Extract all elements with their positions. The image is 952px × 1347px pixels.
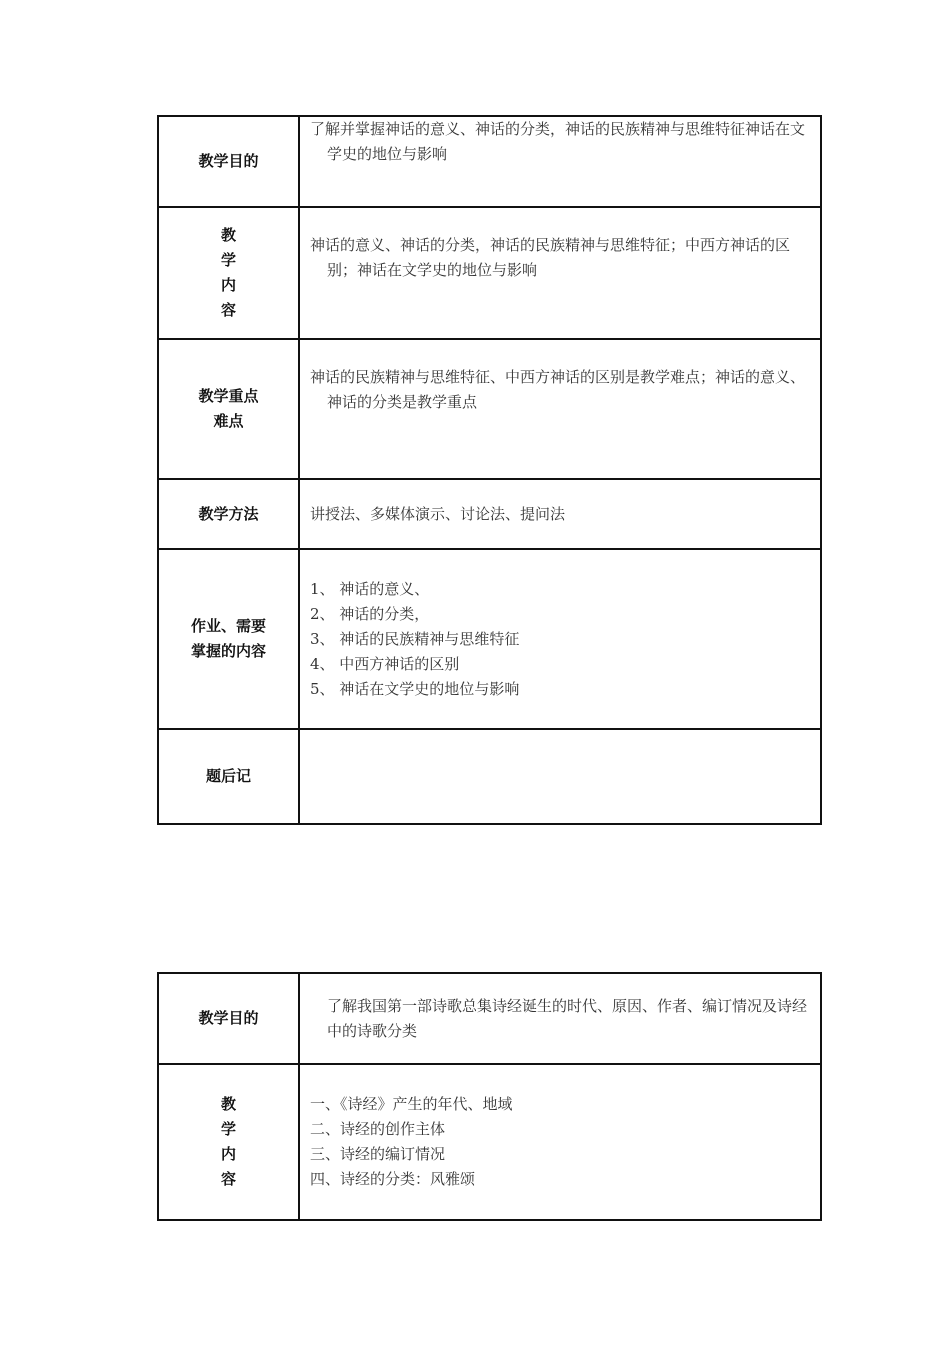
content-cell — [299, 207, 821, 339]
row-homework — [158, 549, 821, 729]
content-label-char: 学 — [220, 251, 236, 269]
homework-cell — [299, 549, 821, 729]
purpose-text: 了解我国第一部诗歌总集诗经诞生的时代、原因、作者、编订情况及诗经中的诗歌分类 — [327, 996, 808, 1040]
content-label-char: 学 — [220, 1120, 236, 1138]
homework-item: 5、 神话在文学史的地位与影响 — [310, 679, 520, 698]
keypoints-label-line: 教学重点 — [198, 387, 259, 405]
row-content — [158, 207, 821, 339]
row-content — [158, 1064, 821, 1220]
method-label: 教学方法 — [158, 479, 299, 549]
content-item: 三、诗经的编订情况 — [310, 1145, 446, 1163]
content-item: 四、诗经的分类：风雅颂 — [310, 1170, 476, 1188]
keypoints-text: 神话的民族精神与思维特征、中西方神话的区别是教学难点；神话的意义、神话的分类是教学重点 — [310, 368, 806, 411]
content-label-char: 教 — [220, 1095, 236, 1113]
homework-item: 3、 神话的民族精神与思维特征 — [310, 629, 520, 648]
content-label-char: 容 — [220, 301, 236, 319]
row-purpose — [158, 973, 821, 1064]
purpose-label: 教学目的 — [158, 973, 299, 1064]
afterword-cell — [299, 729, 821, 824]
keypoints-label — [158, 339, 299, 479]
content-label-char: 容 — [220, 1170, 236, 1188]
row-method — [158, 479, 821, 549]
content-label-char: 内 — [220, 1145, 236, 1163]
homework-item: 1、 神话的意义、 — [310, 579, 430, 598]
content-label — [158, 207, 299, 339]
keypoints-label-line: 难点 — [213, 412, 244, 430]
lesson-plan-table-1 — [157, 115, 822, 825]
row-keypoints — [158, 339, 821, 479]
homework-label-line: 作业、需要 — [190, 617, 266, 635]
afterword-label: 题后记 — [158, 729, 299, 824]
method-text: 讲授法、多媒体演示、讨论法、提问法 — [299, 479, 821, 549]
purpose-text: 了解并掌握神话的意义、神话的分类，神话的民族精神与思维特征神话在文学史的地位与影响 — [310, 120, 806, 163]
row-afterword — [158, 729, 821, 824]
keypoints-cell — [299, 339, 821, 479]
lesson-plan-table-2 — [157, 972, 822, 1221]
purpose-cell — [299, 116, 821, 207]
content-label-char: 内 — [220, 276, 236, 294]
homework-item: 2、 神话的分类， — [310, 604, 430, 623]
homework-label — [158, 549, 299, 729]
content-label-char: 教 — [220, 226, 236, 244]
content-item: 一、《诗经》产生的年代、地域 — [310, 1095, 513, 1113]
content-text: 神话的意义、神话的分类，神话的民族精神与思维特征；中西方神话的区别；神话在文学史的地位与影响 — [310, 236, 791, 279]
content-label — [158, 1064, 299, 1220]
homework-item: 4、 中西方神话的区别 — [310, 654, 460, 673]
purpose-label: 教学目的 — [158, 116, 299, 207]
content-cell — [299, 1064, 821, 1220]
purpose-cell — [299, 973, 821, 1064]
row-purpose — [158, 116, 821, 207]
content-item: 二、诗经的创作主体 — [310, 1120, 446, 1138]
homework-label-line: 掌握的内容 — [190, 642, 266, 660]
